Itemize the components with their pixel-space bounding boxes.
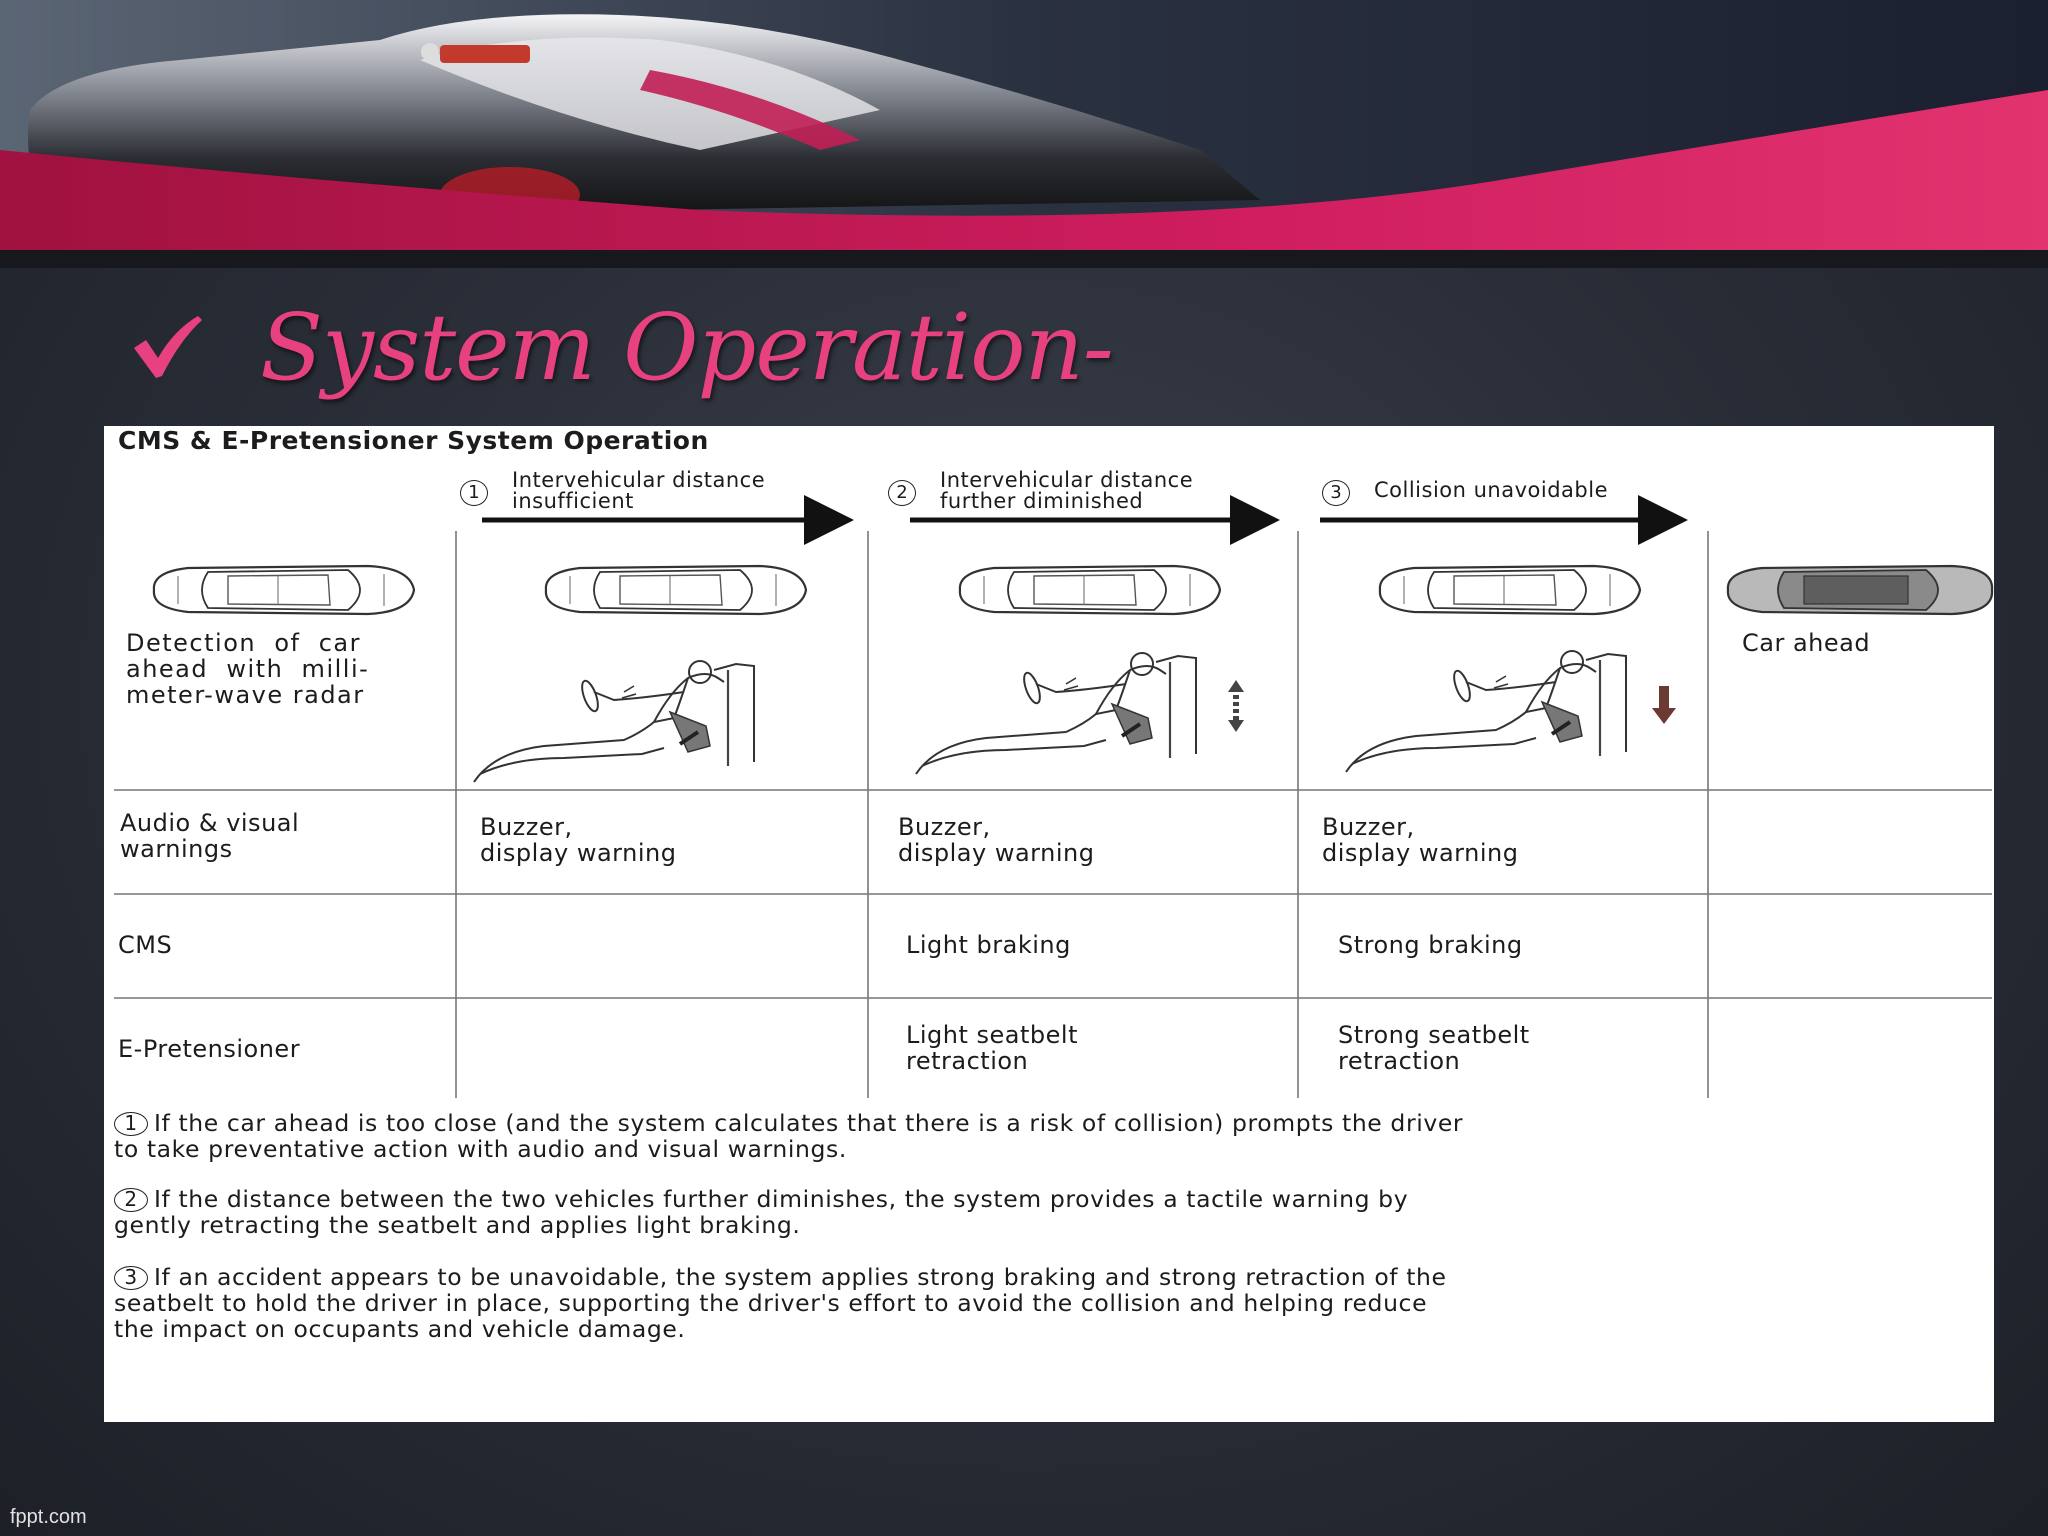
strong-retraction-indicator: [1652, 686, 1676, 724]
note-2: [114, 1186, 1994, 1238]
car-top-view-icon: [960, 566, 1220, 614]
seated-driver-icon: [1346, 651, 1626, 772]
note-text: If the distance between the two vehicles further diminishes, the system provides a tactile warning by: [154, 1185, 1409, 1213]
sports-car-banner-image: [0, 0, 2048, 268]
row-label-e-pretensioner: E-Pretensioner: [118, 1035, 301, 1063]
diagram-title: CMS & E-Pretensioner System Operation: [118, 426, 709, 455]
step-header: [1374, 480, 1608, 501]
cell-line: Strong seatbelt: [1338, 1021, 1530, 1049]
note-3: [114, 1264, 1994, 1342]
seated-driver-icon: [474, 661, 754, 782]
cell-line: display warning: [480, 839, 677, 867]
table-cell: [906, 1022, 1078, 1074]
table-cell: [898, 814, 1094, 866]
detection-line: Detection of car: [126, 629, 362, 657]
car-top-view-icon: [1380, 566, 1640, 614]
table-cell: Strong braking: [1338, 931, 1523, 959]
note-text: If an accident appears to be unavoidable, the system applies strong braking and strong retraction of the: [154, 1263, 1447, 1291]
step-header-line: insufficient: [512, 489, 634, 513]
step-header: [512, 470, 765, 512]
title-row: [128, 282, 1113, 412]
detection-label: [126, 630, 369, 708]
car-ahead-icon: [1728, 566, 1992, 614]
note-number: 1: [114, 1112, 148, 1136]
detection-line: ahead with milli-: [126, 655, 370, 683]
cell-line: Buzzer,: [1322, 813, 1415, 841]
cell-line: retraction: [906, 1047, 1029, 1075]
diagram-panel: [104, 426, 1994, 1422]
cell-line: display warning: [898, 839, 1095, 867]
row-label-cms: CMS: [118, 931, 173, 959]
step-header: [940, 470, 1193, 512]
note-text-continued: to take preventative action with audio and visual warnings.: [114, 1135, 847, 1163]
cell-line: display warning: [1322, 839, 1519, 867]
detection-line: meter-wave radar: [126, 681, 365, 709]
step-number: 3: [1322, 480, 1350, 506]
step-number: 2: [888, 480, 916, 506]
note-text-continued: gently retracting the seatbelt and applies light braking.: [114, 1211, 801, 1239]
note-number: 3: [114, 1266, 148, 1290]
note-1: [114, 1110, 1994, 1162]
checkmark-icon: [128, 312, 204, 382]
row-label-line: warnings: [120, 835, 233, 863]
car-ahead-label: Car ahead: [1742, 629, 1871, 657]
note-text-continued: the impact on occupants and vehicle damage.: [114, 1315, 686, 1343]
note-text: If the car ahead is too close (and the system calculates that there is a risk of collision) prompts the driver: [154, 1109, 1464, 1137]
cell-line: retraction: [1338, 1047, 1461, 1075]
header-banner: [0, 0, 2048, 268]
row-label-warnings: [120, 810, 299, 862]
slide-title: System Operation-: [260, 293, 1113, 401]
table-cell: [480, 814, 676, 866]
table-cell: [1322, 814, 1518, 866]
step-number: 1: [460, 480, 488, 506]
car-top-view-icon: [546, 566, 806, 614]
table-cell: [1338, 1022, 1530, 1074]
step-header-line: Collision unavoidable: [1374, 478, 1609, 502]
cell-line: Buzzer,: [898, 813, 991, 841]
light-retraction-indicator: [1228, 680, 1244, 732]
cell-line: Buzzer,: [480, 813, 573, 841]
row-label-line: Audio & visual: [120, 809, 300, 837]
car-top-view-icon: [154, 566, 414, 614]
table-cell: Light braking: [906, 931, 1071, 959]
note-number: 2: [114, 1188, 148, 1212]
step-header-line: Intervehicular distance: [512, 468, 766, 492]
cell-line: Light seatbelt: [906, 1021, 1078, 1049]
seated-driver-icon: [916, 653, 1196, 774]
step-header-line: Intervehicular distance: [940, 468, 1194, 492]
step-header-line: further diminished: [940, 489, 1144, 513]
footer-logo: fppt.com: [10, 1506, 87, 1528]
note-text-continued: seatbelt to hold the driver in place, supporting the driver's effort to avoid the collision and helping reduce: [114, 1289, 1428, 1317]
